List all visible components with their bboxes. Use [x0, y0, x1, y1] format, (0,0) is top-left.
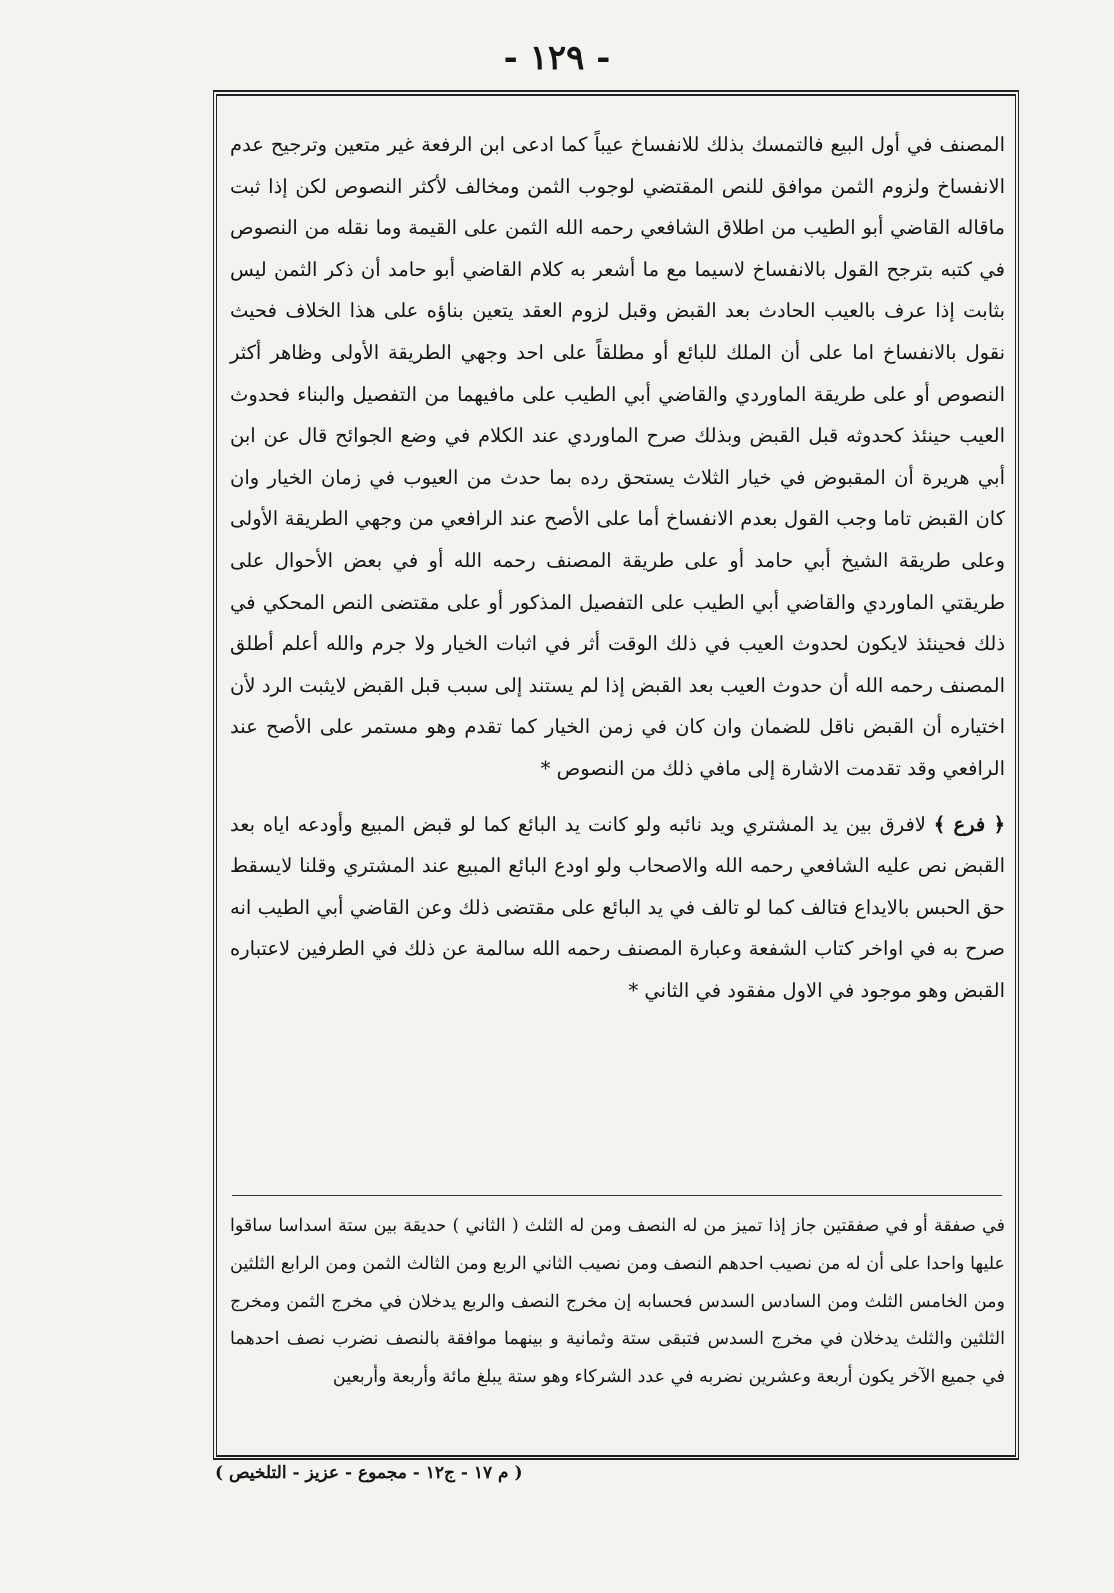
- footnote-divider: [232, 1195, 1002, 1196]
- branch-paragraph: [230, 804, 1005, 1012]
- main-text: [230, 124, 1005, 1011]
- main-paragraph: المصنف في أول البيع فالتمسك بذلك للانفساخ عيباً كما ادعى ابن الرفعة غير متعين وترجيح عدم الانفساخ ولزوم الثمن موافق للنص المقتضي لوجوب الثمن ومخالف لأكثر النصوص لكن إذا ثبت ماقاله القاضي أبو الطيب من اطلاق الشافعي رحمه الله الثمن على القيمة وما نقله من النصوص في كتبه بترجح القول بالانفساخ لاسيما مع ما أشعر به كلام القاضي أبو حامد أن ذكر الثمن ليس بثابت إذا عرف بالعيب الحادث بعد القبض وقبل لزوم العقد يتعين بناؤه على هذا الخلاف فحيث نقول بالانفساخ اما على أن الملك للبائع أو مطلقاً على احد وجهي الطريقة الأولى وظاهر أكثر النصوص أو على طريقة الماوردي والقاضي أبي الطيب على مافيهما من التفصيل والبناء فحدوث العيب حينئذ كحدوثه قبل القبض وبذلك صرح الماوردي عند الكلام في وضع الجوائح قال عن ابن أبي هريرة أن المقبوض في خيار الثلاث يستحق رده بما حدث من العيوب في زمان الخيار وان كان القبض تاما وجب القول بعدم الانفساخ أما على الأصح عند الرافعي من وجهي الطريقة الأولى وعلى طريقة الشيخ أبي حامد أو على طريقة المصنف رحمه الله أو في بعض الأحوال على طريقتي الماوردي والقاضي أبي الطيب على التفصيل المذكور أو على مقتضى النص المحكي في ذلك فحينئذ لايكون لحدوث العيب في ذلك الوقت أثر في اثبات الخيار ولا جرم والله أعلم أطلق المصنف رحمه الله أن حدوث العيب بعد القبض إذا لم يستند إلى سبب قبل القبض لايثبت الرد لأن اختياره أن القبض ناقل للضمان وان كان في زمن الخيار كما تقدم وهو مستمر على الأصح عند الرافعي وقد تقدمت الاشارة إلى مافي ذلك من النصوص *: [230, 133, 1005, 780]
- volume-signature: ( م ١٧ - ج١٢ - مجموع - عزيز - التلخيص ): [215, 1463, 523, 1483]
- branch-label: ﴿ فرع ﴾: [933, 812, 1005, 836]
- footnote: [230, 1208, 1005, 1397]
- page-number: - ١٢٩ -: [503, 38, 611, 78]
- footnote-text: في صفقة أو في صفقتين جاز إذا تميز من له النصف ومن له الثلث ( الثاني ) حديقة بين ستة اسداسا ساقوا عليها واحدا على أن له من نصيب احدهم النصف ومن نصيب الثاني الربع ومن الثالث الثمن ومن الرابع الثلثين ومن الخامس الثلث ومن السادس السدس فحسابه إن مخرج النصف والربع يدخلان في مخرج الثمن ومخرج الثلثين والثلث يدخلان في مخرج السدس فتبقى ستة وثمانية و بينهما موافقة بالنصف نضرب نصف احدهما في جميع الآخر يكون أربعة وعشرين نضربه في عدد الشركاء وهو ستة يبلغ مائة وأربعة وأربعين: [230, 1216, 1005, 1388]
- branch-text: لافرق بين يد المشتري ويد نائبه ولو كانت يد البائع كما لو قبض المبيع وأودعه اياه بعد القبض نص عليه الشافعي رحمه الله والاصحاب ولو اودع البائع المبيع عند المشتري وقلنا لايسقط حق الحبس بالايداع فتالف كما لو تالف في يد البائع على مقتضى ذلك وعن القاضي أبي الطيب انه صرح به في اواخر كتاب الشفعة وعبارة المصنف رحمه الله سالمة عن ذلك في الطرفين لاعتباره القبض وهو موجود في الاول مفقود في الثاني *: [230, 812, 1005, 1002]
